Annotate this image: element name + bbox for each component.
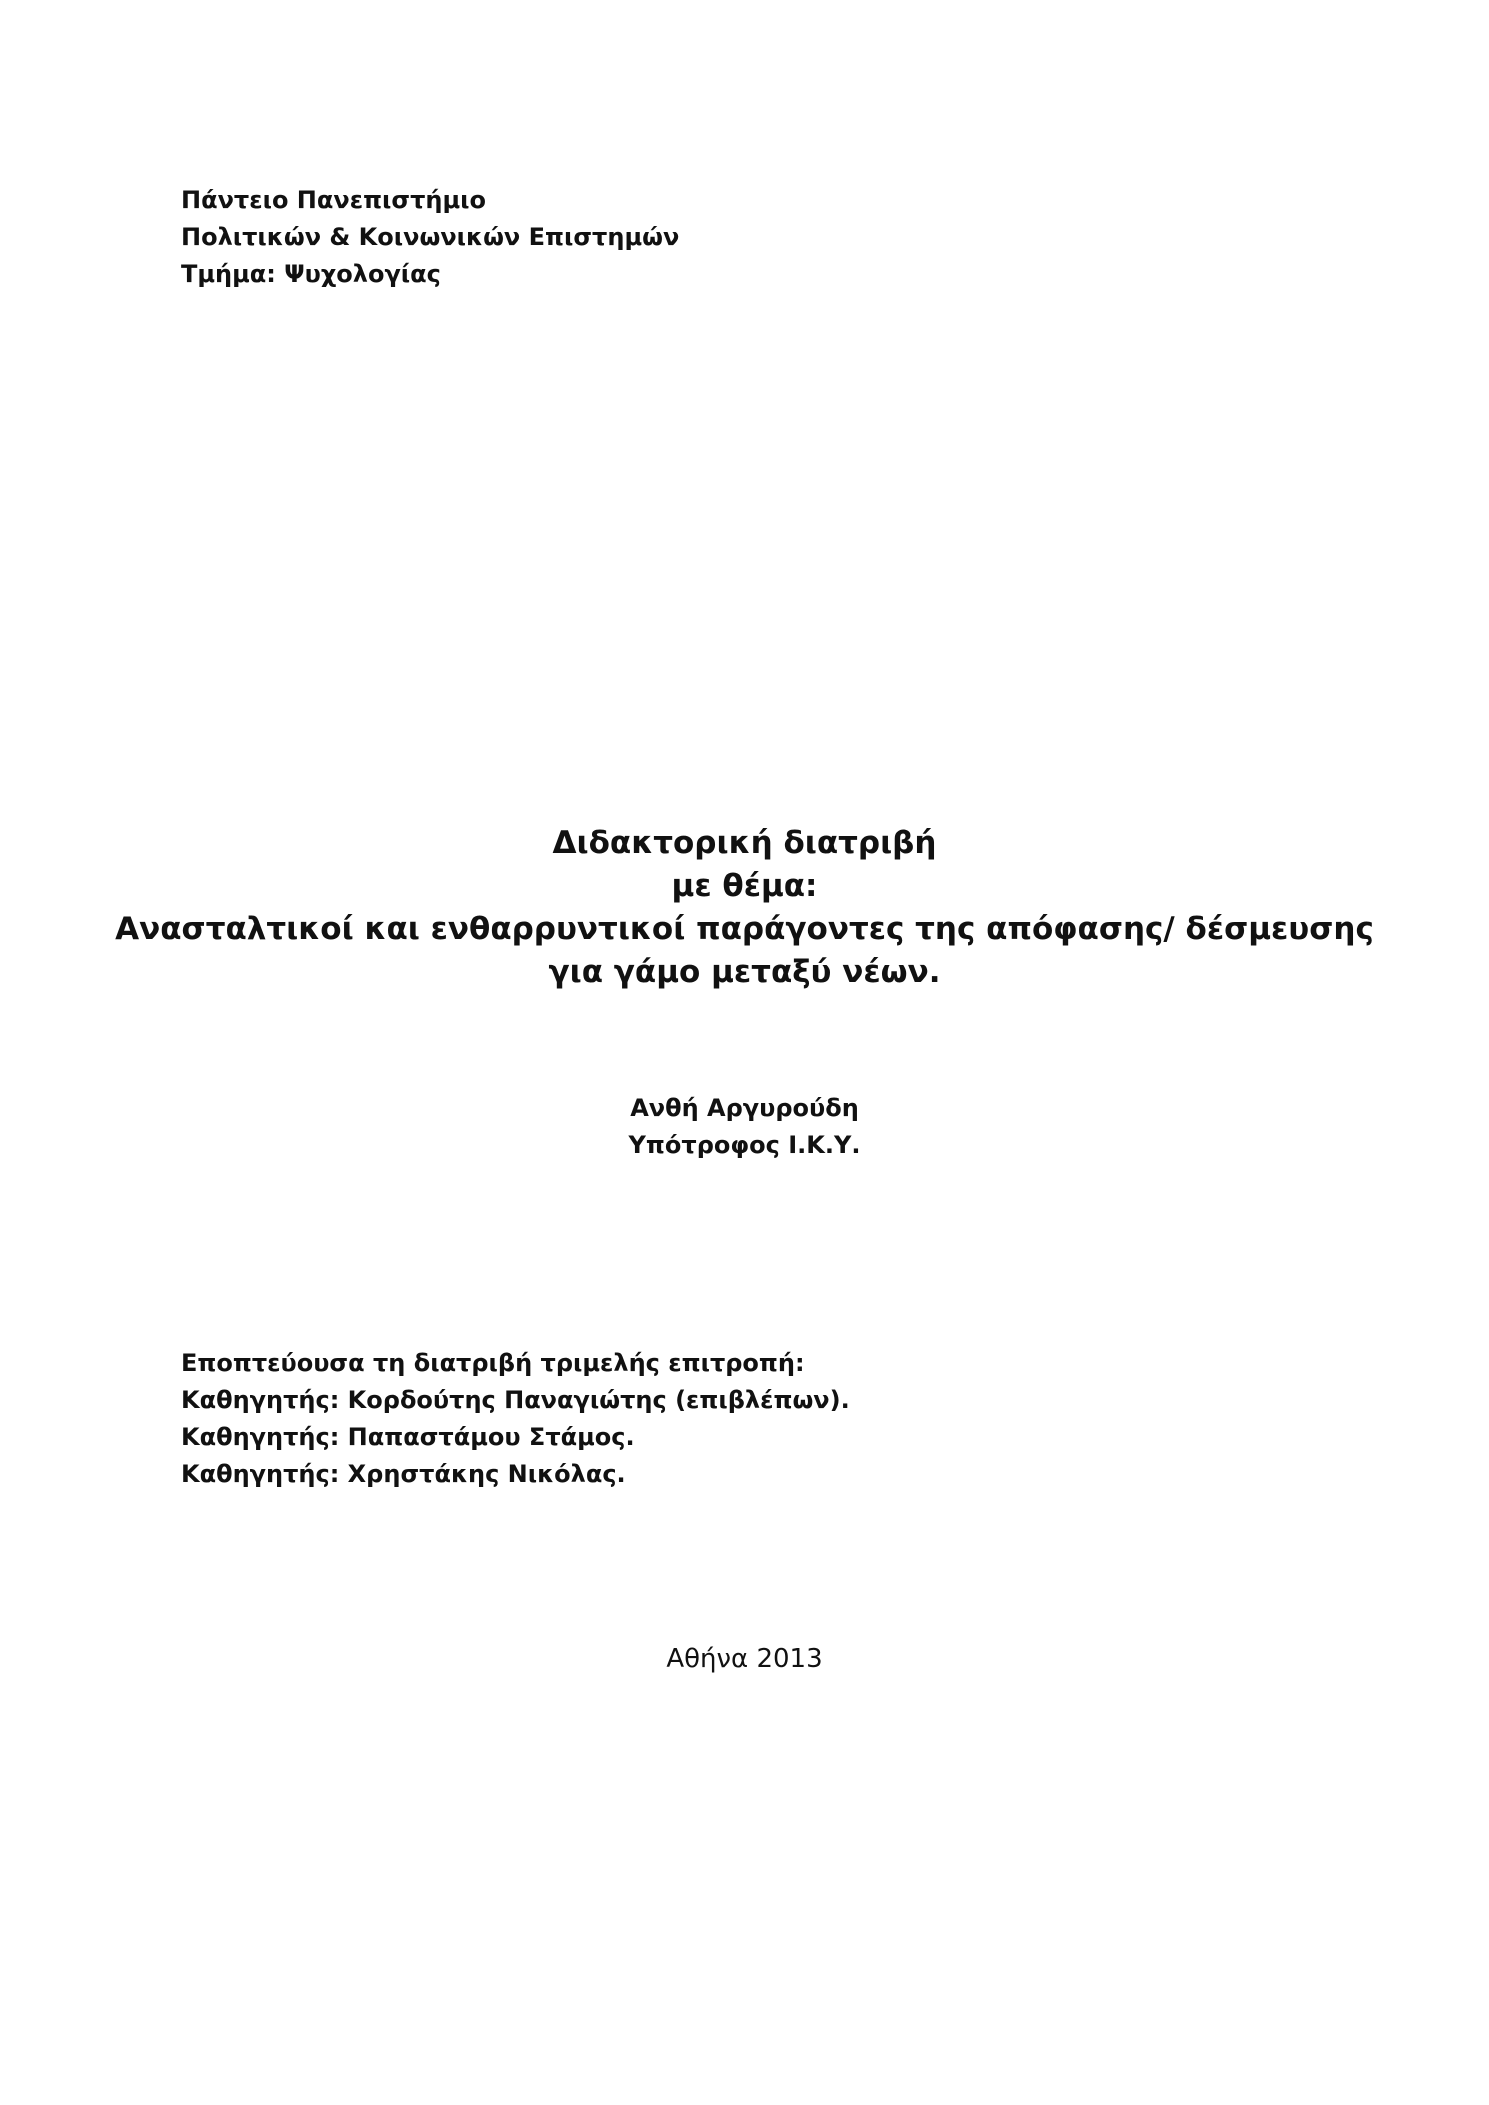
department-name: Τμήμα: Ψυχολογίας bbox=[181, 260, 441, 288]
committee-heading: Εποπτεύουσα τη διατριβή τριμελής επιτροπή: bbox=[181, 1349, 805, 1377]
author-name: Ανθή Αργυρούδη bbox=[630, 1094, 859, 1122]
thesis-title-line-1: Ανασταλτικοί και ενθαρρυντικοί παράγοντες της απόφασης/ δέσμευσης bbox=[115, 911, 1374, 947]
place-year: Αθήνα 2013 bbox=[666, 1644, 823, 1674]
thesis-type: Διδακτορική διατριβή bbox=[552, 825, 937, 861]
committee-block bbox=[181, 1345, 850, 1493]
committee-member: Καθηγητής: Χρηστάκης Νικόλας. bbox=[181, 1460, 626, 1488]
institution-header bbox=[181, 182, 679, 293]
thesis-title-line-2: για γάμο μεταξύ νέων. bbox=[548, 954, 941, 990]
committee-member: Καθηγητής: Κορδούτης Παναγιώτης (επιβλέπων). bbox=[181, 1386, 850, 1414]
university-name: Πάντειο Πανεπιστήμιο bbox=[181, 186, 487, 214]
thesis-title-block bbox=[0, 822, 1489, 994]
author-role: Υπότροφος Ι.Κ.Υ. bbox=[628, 1131, 861, 1159]
faculty-name: Πολιτικών & Κοινωνικών Επιστημών bbox=[181, 223, 680, 251]
thesis-subject-label: με θέμα: bbox=[671, 868, 818, 904]
committee-member: Καθηγητής: Παπαστάμου Στάμος. bbox=[181, 1423, 635, 1451]
author-block bbox=[0, 1090, 1489, 1164]
